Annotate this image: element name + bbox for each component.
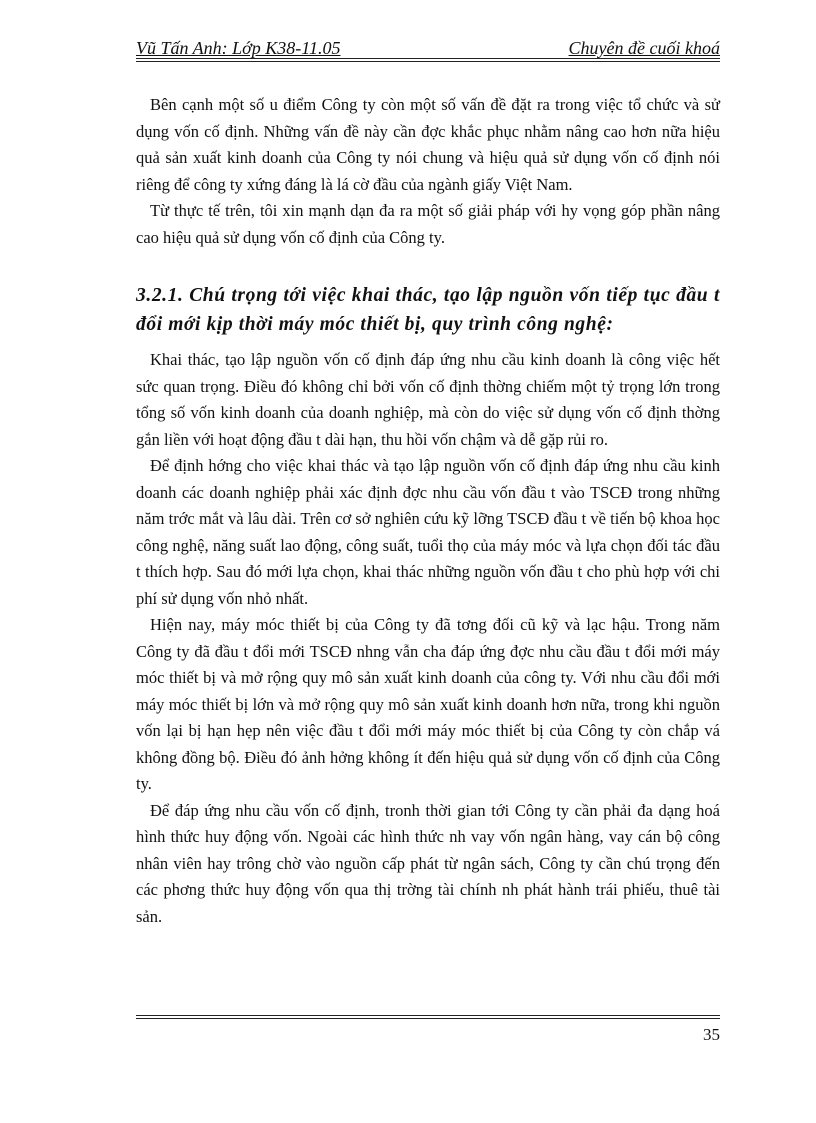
- section-heading-3-2-1: 3.2.1. Chú trọng tới việc khai thác, tạo lập nguồn vốn tiếp tục đầu t đổi mới kịp thời máy móc thiết bị, quy trình công nghệ:: [136, 285, 720, 335]
- header-author-class: Vũ Tấn Anh: Lớp K38-11.05: [136, 38, 341, 58]
- page-number: 35: [703, 1025, 720, 1044]
- paragraph-body-2: Để định hớng cho việc khai thác và tạo lập nguồn vốn cố định đáp ứng nhu cầu kinh doanh các doanh nghiệp phải xác định đợc nhu cầu vốn đầu t vào TSCĐ trong những năm trớc mắt và lâu dài. Trên cơ sở nghiên cứu kỹ lỡng TSCĐ đầu t về tiến bộ khoa học công nghệ, năng suất lao động, công suất, tuổi thọ của máy móc và lựa chọn đối tác đầu t thích hợp. Sau đó mới lựa chọn, khai thác những nguồn vốn đầu t cho phù hợp với chi phí sử dụng vốn nhỏ nhất.: [136, 456, 720, 608]
- paragraph-intro-2: Từ thực tế trên, tôi xin mạnh dạn đa ra một số giải pháp với hy vọng góp phần nâng cao hiệu quả sử dụng vốn cố định của Công ty.: [136, 201, 720, 247]
- header-document-title: Chuyên đề cuối khoá: [568, 38, 720, 58]
- page-header: [136, 32, 720, 62]
- paragraph-body-3: Hiện nay, máy móc thiết bị của Công ty đã tơng đối cũ kỹ và lạc hậu. Trong năm Công ty đã đầu t đổi mới TSCĐ nhng vẫn cha đáp ứng đợc nhu cầu đầu t đổi mới máy móc thiết bị và mở rộng quy mô sản xuất kinh doanh của công ty. Với nhu cầu đổi mới máy móc thiết bị lớn và mở rộng quy mô sản xuất kinh doanh hơn nữa, trong khi nguồn vốn lại bị hạn hẹp nên việc đầu t đổi mới máy móc thiết bị của Công ty còn chắp vá không đồng bộ. Điều đó ảnh hởng không ít đến hiệu quả sử dụng vốn cố định của Công ty.: [136, 615, 720, 793]
- header-rule: [136, 58, 720, 59]
- paragraph-body-1: Khai thác, tạo lập nguồn vốn cố định đáp ứng nhu cầu kinh doanh là công việc hết sức quan trọng. Điều đó không chỉ bởi vốn cố định thờng chiếm một tỷ trọng lớn trong tổng số vốn kinh doanh của doanh nghiệp, mà còn do việc sử dụng vốn cố định thờng gắn liền với hoạt động đầu t dài hạn, thu hồi vốn chậm và dễ gặp rủi ro.: [136, 350, 720, 449]
- page-footer: [136, 1015, 720, 1055]
- paragraph-intro-1: Bên cạnh một số u điểm Công ty còn một số vấn đề đặt ra trong việc tổ chức và sử dụng vốn cố định. Những vấn đề này cần đợc khắc phục nhằm nâng cao hơn nữa hiệu quả sản xuất kinh doanh của Công ty nói chung và hiệu quả sử dụng vốn cố định nói riêng để công ty xứng đáng là lá cờ đầu của ngành giấy Việt Nam.: [136, 95, 720, 194]
- header-rule-double: [136, 61, 720, 62]
- footer-rule-double: [136, 1018, 720, 1019]
- paragraph-body-4: Để đáp ứng nhu cầu vốn cố định, tronh thời gian tới Công ty cần phải đa dạng hoá hình thức huy động vốn. Ngoài các hình thức nh vay vốn ngân hàng, vay cán bộ công nhân viên hay trông chờ vào nguồn cấp phát từ ngân sách, Công ty cần chú trọng đến các phơng thức huy động vốn qua thị trờng tài chính nh phát hành trái phiếu, thuê tài sản.: [136, 800, 720, 926]
- document-body: [136, 92, 720, 930]
- footer-rule: [136, 1015, 720, 1016]
